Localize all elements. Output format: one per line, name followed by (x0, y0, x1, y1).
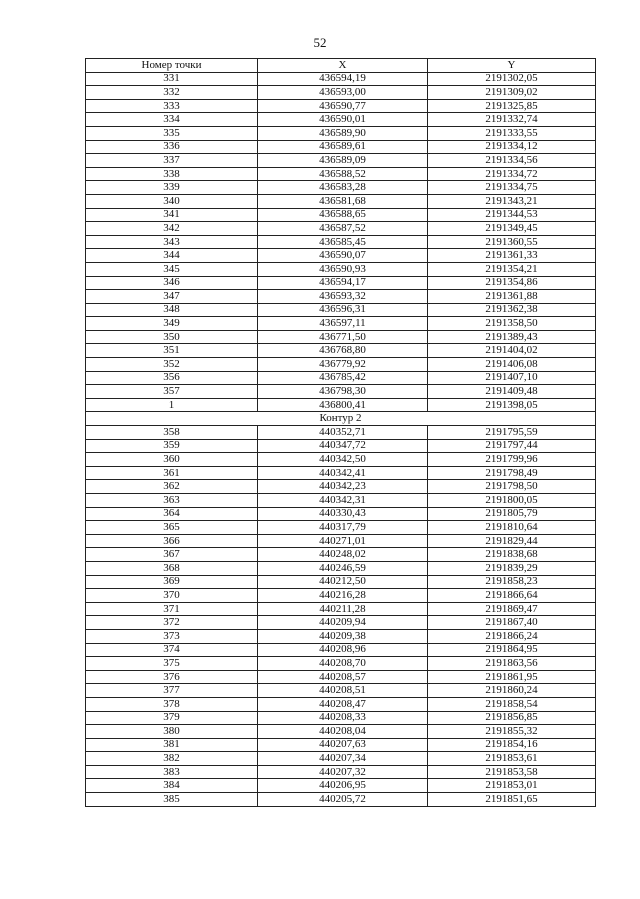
table-row (86, 439, 596, 453)
table-row (86, 235, 596, 249)
cell-x: 440342,31 (258, 494, 428, 508)
table-row (86, 657, 596, 671)
cell-point-number: 335 (86, 126, 258, 140)
table-row (86, 779, 596, 793)
table-row (86, 208, 596, 222)
cell-point-number: 346 (86, 276, 258, 290)
table-row (86, 521, 596, 535)
table-row (86, 589, 596, 603)
cell-x: 436800,41 (258, 398, 428, 412)
cell-x: 436589,90 (258, 126, 428, 140)
cell-y: 2191851,65 (428, 793, 596, 807)
cell-x: 436785,42 (258, 371, 428, 385)
table-body (86, 72, 596, 806)
cell-y: 2191354,86 (428, 276, 596, 290)
cell-point-number: 343 (86, 235, 258, 249)
cell-y: 2191853,58 (428, 765, 596, 779)
cell-x: 436597,11 (258, 317, 428, 331)
cell-point-number: 333 (86, 99, 258, 113)
cell-y: 2191389,43 (428, 330, 596, 344)
cell-x: 440208,51 (258, 684, 428, 698)
cell-y: 2191798,50 (428, 480, 596, 494)
table-row (86, 643, 596, 657)
coordinates-table (85, 58, 596, 807)
cell-y: 2191838,68 (428, 548, 596, 562)
table-row (86, 385, 596, 399)
cell-point-number: 375 (86, 657, 258, 671)
cell-point-number: 361 (86, 466, 258, 480)
cell-point-number: 362 (86, 480, 258, 494)
cell-y: 2191358,50 (428, 317, 596, 331)
table-row (86, 330, 596, 344)
cell-y: 2191855,32 (428, 725, 596, 739)
table-row (86, 317, 596, 331)
cell-point-number: 334 (86, 113, 258, 127)
cell-point-number: 360 (86, 453, 258, 467)
table-row (86, 154, 596, 168)
cell-x: 440209,38 (258, 629, 428, 643)
cell-point-number: 349 (86, 317, 258, 331)
cell-point-number: 331 (86, 72, 258, 86)
table-row (86, 222, 596, 236)
cell-y: 2191853,61 (428, 752, 596, 766)
cell-x: 440206,95 (258, 779, 428, 793)
cell-point-number: 370 (86, 589, 258, 603)
cell-y: 2191856,85 (428, 711, 596, 725)
cell-y: 2191343,21 (428, 194, 596, 208)
header-y: Y (428, 59, 596, 73)
cell-y: 2191302,05 (428, 72, 596, 86)
table-row (86, 752, 596, 766)
table-row (86, 290, 596, 304)
section-title-row (86, 412, 596, 426)
table-row (86, 711, 596, 725)
cell-point-number: 374 (86, 643, 258, 657)
cell-x: 440208,04 (258, 725, 428, 739)
cell-x: 436594,17 (258, 276, 428, 290)
table-row (86, 303, 596, 317)
cell-x: 436587,52 (258, 222, 428, 236)
table-row (86, 575, 596, 589)
cell-y: 2191863,56 (428, 657, 596, 671)
cell-x: 440208,70 (258, 657, 428, 671)
table-row (86, 249, 596, 263)
table-row (86, 344, 596, 358)
cell-x: 436593,32 (258, 290, 428, 304)
table-header-row (86, 59, 596, 73)
table-row (86, 548, 596, 562)
table-row (86, 738, 596, 752)
cell-point-number: 347 (86, 290, 258, 304)
table-row (86, 616, 596, 630)
cell-x: 436593,00 (258, 86, 428, 100)
cell-point-number: 368 (86, 561, 258, 575)
cell-point-number: 345 (86, 262, 258, 276)
table-row (86, 697, 596, 711)
cell-point-number: 380 (86, 725, 258, 739)
cell-point-number: 378 (86, 697, 258, 711)
cell-x: 440317,79 (258, 521, 428, 535)
table-row (86, 99, 596, 113)
cell-y: 2191334,12 (428, 140, 596, 154)
table-row (86, 480, 596, 494)
cell-y: 2191867,40 (428, 616, 596, 630)
table-row (86, 765, 596, 779)
cell-point-number: 351 (86, 344, 258, 358)
cell-y: 2191805,79 (428, 507, 596, 521)
page-number: 52 (313, 35, 327, 50)
cell-point-number: 338 (86, 167, 258, 181)
cell-y: 2191799,96 (428, 453, 596, 467)
cell-point-number: 363 (86, 494, 258, 508)
cell-point-number: 332 (86, 86, 258, 100)
cell-point-number: 359 (86, 439, 258, 453)
table-row (86, 181, 596, 195)
cell-y: 2191361,33 (428, 249, 596, 263)
cell-y: 2191325,85 (428, 99, 596, 113)
cell-y: 2191866,24 (428, 629, 596, 643)
cell-y: 2191309,02 (428, 86, 596, 100)
cell-point-number: 356 (86, 371, 258, 385)
table-row (86, 72, 596, 86)
cell-y: 2191406,08 (428, 358, 596, 372)
cell-y: 2191334,75 (428, 181, 596, 195)
table-row (86, 725, 596, 739)
cell-point-number: 367 (86, 548, 258, 562)
cell-x: 440246,59 (258, 561, 428, 575)
cell-x: 440207,34 (258, 752, 428, 766)
cell-point-number: 1 (86, 398, 258, 412)
cell-x: 440208,47 (258, 697, 428, 711)
table-row (86, 276, 596, 290)
cell-y: 2191332,74 (428, 113, 596, 127)
cell-point-number: 384 (86, 779, 258, 793)
cell-point-number: 344 (86, 249, 258, 263)
cell-x: 440207,63 (258, 738, 428, 752)
table-row (86, 140, 596, 154)
cell-x: 436590,77 (258, 99, 428, 113)
cell-y: 2191854,16 (428, 738, 596, 752)
table-row (86, 167, 596, 181)
table-row (86, 398, 596, 412)
cell-point-number: 373 (86, 629, 258, 643)
cell-x: 440207,32 (258, 765, 428, 779)
cell-x: 436594,19 (258, 72, 428, 86)
table-row (86, 602, 596, 616)
cell-x: 436585,45 (258, 235, 428, 249)
cell-y: 2191861,95 (428, 670, 596, 684)
cell-x: 440205,72 (258, 793, 428, 807)
cell-y: 2191409,48 (428, 385, 596, 399)
cell-point-number: 352 (86, 358, 258, 372)
table-row (86, 126, 596, 140)
cell-x: 436588,65 (258, 208, 428, 222)
table-row (86, 466, 596, 480)
cell-y: 2191864,95 (428, 643, 596, 657)
cell-point-number: 383 (86, 765, 258, 779)
cell-x: 436581,68 (258, 194, 428, 208)
cell-y: 2191407,10 (428, 371, 596, 385)
header-x: X (258, 59, 428, 73)
cell-x: 436589,61 (258, 140, 428, 154)
cell-x: 440208,57 (258, 670, 428, 684)
cell-point-number: 372 (86, 616, 258, 630)
cell-x: 440347,72 (258, 439, 428, 453)
cell-y: 2191810,64 (428, 521, 596, 535)
cell-y: 2191858,23 (428, 575, 596, 589)
cell-x: 440211,28 (258, 602, 428, 616)
cell-x: 440216,28 (258, 589, 428, 603)
cell-point-number: 337 (86, 154, 258, 168)
cell-point-number: 341 (86, 208, 258, 222)
table-row (86, 194, 596, 208)
cell-y: 2191354,21 (428, 262, 596, 276)
cell-x: 436779,92 (258, 358, 428, 372)
cell-point-number: 369 (86, 575, 258, 589)
cell-x: 440208,33 (258, 711, 428, 725)
cell-point-number: 357 (86, 385, 258, 399)
cell-x: 436798,30 (258, 385, 428, 399)
table-row (86, 494, 596, 508)
table-row (86, 507, 596, 521)
cell-x: 436590,07 (258, 249, 428, 263)
cell-point-number: 385 (86, 793, 258, 807)
cell-point-number: 371 (86, 602, 258, 616)
cell-y: 2191798,49 (428, 466, 596, 480)
table-row (86, 629, 596, 643)
cell-point-number: 342 (86, 222, 258, 236)
cell-y: 2191344,53 (428, 208, 596, 222)
cell-x: 440271,01 (258, 534, 428, 548)
cell-point-number: 365 (86, 521, 258, 535)
cell-y: 2191404,02 (428, 344, 596, 358)
cell-x: 440208,96 (258, 643, 428, 657)
cell-point-number: 348 (86, 303, 258, 317)
cell-y: 2191362,38 (428, 303, 596, 317)
cell-x: 440212,50 (258, 575, 428, 589)
cell-y: 2191398,05 (428, 398, 596, 412)
cell-y: 2191349,45 (428, 222, 596, 236)
cell-point-number: 366 (86, 534, 258, 548)
cell-point-number: 377 (86, 684, 258, 698)
cell-x: 436771,50 (258, 330, 428, 344)
cell-point-number: 336 (86, 140, 258, 154)
cell-x: 436768,80 (258, 344, 428, 358)
table-row (86, 453, 596, 467)
table-row (86, 426, 596, 440)
cell-point-number: 358 (86, 426, 258, 440)
cell-y: 2191853,01 (428, 779, 596, 793)
cell-point-number: 350 (86, 330, 258, 344)
cell-point-number: 379 (86, 711, 258, 725)
cell-y: 2191334,56 (428, 154, 596, 168)
cell-x: 436590,01 (258, 113, 428, 127)
cell-point-number: 381 (86, 738, 258, 752)
cell-x: 440248,02 (258, 548, 428, 562)
section-title: Контур 2 (86, 412, 596, 426)
cell-point-number: 364 (86, 507, 258, 521)
cell-y: 2191858,54 (428, 697, 596, 711)
cell-y: 2191795,59 (428, 426, 596, 440)
cell-y: 2191866,64 (428, 589, 596, 603)
table-row (86, 371, 596, 385)
cell-x: 440209,94 (258, 616, 428, 630)
cell-x: 440342,50 (258, 453, 428, 467)
table-row (86, 534, 596, 548)
cell-y: 2191839,29 (428, 561, 596, 575)
cell-y: 2191361,88 (428, 290, 596, 304)
cell-point-number: 382 (86, 752, 258, 766)
table-row (86, 262, 596, 276)
cell-y: 2191334,72 (428, 167, 596, 181)
table-row (86, 684, 596, 698)
cell-x: 440342,41 (258, 466, 428, 480)
header-point-number: Номер точки (86, 59, 258, 73)
table-row (86, 358, 596, 372)
cell-point-number: 340 (86, 194, 258, 208)
cell-point-number: 376 (86, 670, 258, 684)
table-row (86, 86, 596, 100)
cell-x: 440352,71 (258, 426, 428, 440)
table-row (86, 561, 596, 575)
cell-x: 436590,93 (258, 262, 428, 276)
cell-y: 2191829,44 (428, 534, 596, 548)
cell-y: 2191869,47 (428, 602, 596, 616)
cell-y: 2191800,05 (428, 494, 596, 508)
cell-y: 2191860,24 (428, 684, 596, 698)
table-row (86, 113, 596, 127)
cell-x: 440330,43 (258, 507, 428, 521)
table-row (86, 793, 596, 807)
cell-y: 2191360,55 (428, 235, 596, 249)
cell-x: 436583,28 (258, 181, 428, 195)
cell-x: 440342,23 (258, 480, 428, 494)
cell-x: 436596,31 (258, 303, 428, 317)
cell-y: 2191333,55 (428, 126, 596, 140)
cell-point-number: 339 (86, 181, 258, 195)
cell-x: 436588,52 (258, 167, 428, 181)
cell-y: 2191797,44 (428, 439, 596, 453)
table-row (86, 670, 596, 684)
cell-x: 436589,09 (258, 154, 428, 168)
